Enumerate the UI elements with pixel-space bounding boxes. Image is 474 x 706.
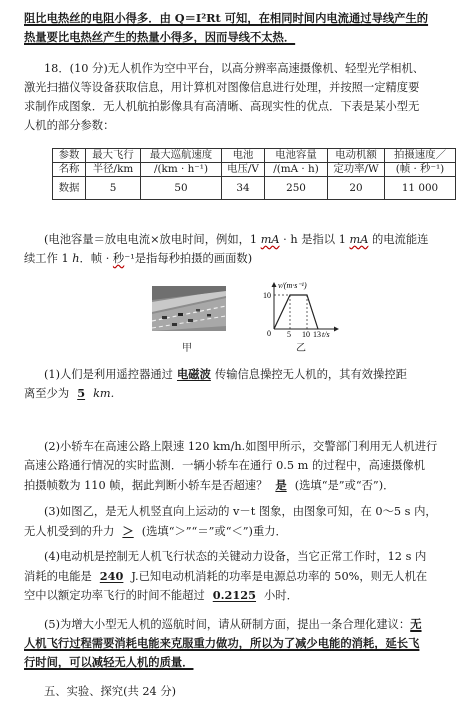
part4-line-3: 空中以额定功率飞行的时间不能超过 0.2125 小时． [24, 588, 298, 602]
y-axis-label: v/(m·s⁻¹) [278, 281, 307, 290]
table-cell: 20 [328, 177, 385, 200]
table-head: 电池容量 [265, 149, 328, 163]
x-tick-label: 13 [313, 330, 321, 338]
table-cell: 5 [86, 177, 141, 200]
part2-line-1: (2)小轿车在高速公路上限速 120 km/h.如图甲所示，交警部门利用无人机进行 [44, 440, 438, 453]
part5-line-1: (5)为增大小型无人机的巡航时间，请从研制方面，提出一条合理化建议：无 [44, 617, 422, 631]
q18-line-1: 18．(10 分)无人机作为空中平台，以高分辨率高速摄像机、轻型光学相机、 [44, 62, 425, 75]
section-heading: 五、实验、探究(共 24 分) [44, 685, 177, 698]
table-head: 电动机额 [328, 149, 385, 163]
table-head: 最大飞行 [86, 149, 141, 163]
table-cell: 数据 [53, 177, 86, 200]
answer-5-line-3: 行时间，可以减轻无人机的质量． [24, 655, 194, 669]
part4-line-1: (4)电动机是控制无人机飞行状态的关键动力设备，当它正常工作时，12 s 内 [44, 550, 427, 563]
part4-line-2: 消耗的电能是 240 J.已知电动机消耗的功率是电源总功率的 50%，则无人机在 [24, 569, 428, 583]
intro-line-2: 热量要比电热丝产生的热量小得多，因而导线不太热． [24, 30, 296, 44]
answer-4-2: 0.2125 [212, 588, 257, 602]
x-tick-label: 5 [287, 330, 291, 338]
table-cell: 11 000 [385, 177, 456, 200]
figure-label-yi: 乙 [296, 343, 306, 354]
intro-line-1: 阻比电热丝的电阻小得多．由 Q＝I²Rt 可知，在相同时间内电流通过导线产生的 [24, 11, 429, 25]
table-cell: 50 [141, 177, 222, 200]
figure-label-jia: 甲 [182, 343, 192, 354]
answer-5-line-2: 人机飞行过程需要消耗电能来克服重力做功，所以为了减少电能的消耗，延长飞 [24, 636, 420, 650]
vt-graph [262, 280, 344, 338]
answer-5-start: 无 [410, 617, 422, 631]
x-tick-label: 10 [302, 330, 310, 338]
q18-line-2: 激光扫描仪等设备获取信息，用计算机对图像信息进行处理，并按照一定精度要 [24, 81, 420, 94]
velocity-line [274, 295, 318, 329]
part3-line-1: (3)如图乙，是无人机竖直向上运动的 v－t 图象，由图象可知，在 0～5 s 内， [44, 505, 437, 518]
q18-line-3: 求制作成图象．无人机航拍影像具有高清晰、高现实性的优点．下表是某小型无 [24, 100, 420, 113]
table-cell: 34 [222, 177, 265, 200]
table-head: 定功率/W [328, 163, 385, 177]
answer-3: ＞ [122, 524, 134, 538]
table-head: (帧 · 秒⁻¹) [385, 163, 456, 177]
table-cell: 250 [265, 177, 328, 200]
table-head: 电池 [222, 149, 265, 163]
part2-line-2: 高速公路通行情况的实时监测．一辆小轿车在通行 0.5 m 的过程中，高速摄像机 [24, 459, 425, 472]
table-head: /(km · h⁻¹) [141, 163, 222, 177]
table-head: 半径/km [86, 163, 141, 177]
answer-1-2: 5 [77, 386, 86, 400]
note-line-2: 续工作 1 h．帧 · 秒⁻¹是指每秒拍摄的画面数) [24, 252, 253, 265]
answer-4-1: 240 [99, 569, 124, 583]
parameter-table [52, 148, 456, 200]
table-head: 参数 [53, 149, 86, 163]
note-line-1: (电池容量＝放电电流×放电时间，例如，1 mA · h 是指以 1 mA 的电流能连 [44, 233, 429, 246]
answer-2: 是 [275, 478, 287, 492]
x-axis-label: t/s [322, 330, 330, 338]
table-head: 电压/V [222, 163, 265, 177]
part2-line-3: 拍摄帧数为 110 帧，据此判断小轿车是否超速？ 是 (选填“是”或“否”)． [24, 478, 395, 492]
answer-1-1: 电磁波 [176, 367, 211, 381]
part3-line-2: 无人机受到的升力 ＞ (选填“＞”“＝”或“＜”)重力． [24, 524, 287, 538]
table-head: 拍摄速度／ [385, 149, 456, 163]
table-head: 最大巡航速度 [141, 149, 222, 163]
part1-line-1: (1)人们是利用遥控器通过 电磁波 传输信息操控无人机的，其有效操控距 [44, 367, 407, 381]
origin-label: 0 [267, 329, 271, 338]
part1-line-2: 离至少为 5 km. [24, 386, 115, 400]
y-tick-label: 10 [263, 291, 271, 300]
highway-photo [152, 286, 226, 331]
q18-line-4: 人机的部分参数： [24, 119, 115, 132]
table-head: /(mA · h) [265, 163, 328, 177]
table-head: 名称 [53, 163, 86, 177]
